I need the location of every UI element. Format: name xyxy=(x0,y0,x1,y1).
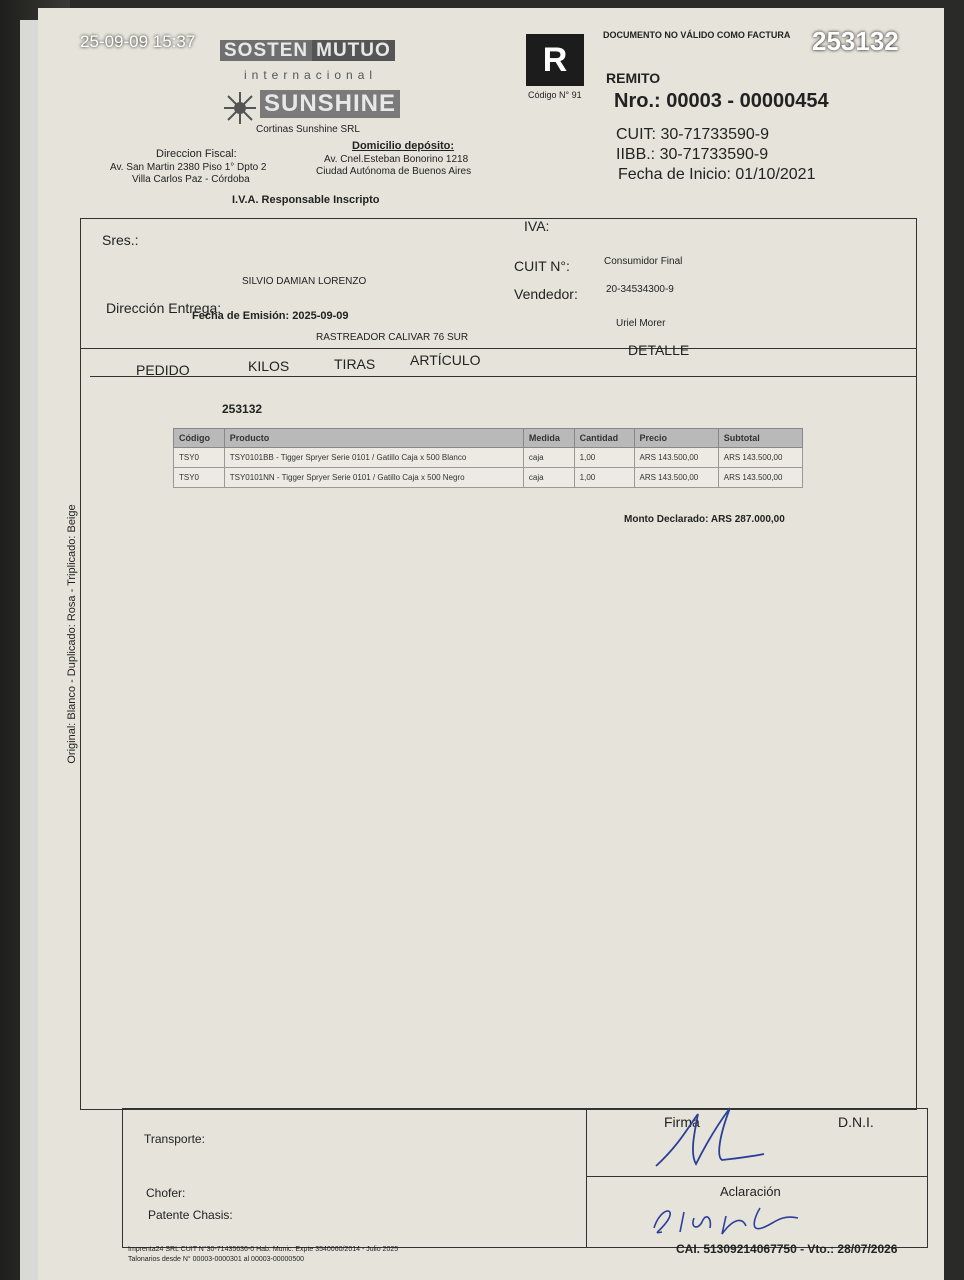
cell-precio: ARS 143.500,00 xyxy=(634,468,718,488)
firma-label: Firma xyxy=(664,1114,700,1130)
fiscal-line2: Villa Carlos Paz - Córdoba xyxy=(132,174,250,185)
footer-divider-h xyxy=(586,1176,927,1177)
doc-number: Nro.: 00003 - 00000454 xyxy=(614,90,829,112)
th-cantidad: Cantidad xyxy=(574,429,634,448)
cell-producto: TSY0101NN - Tigger Spryer Serie 0101 / Gatillo Caja x 500 Negro xyxy=(224,468,523,488)
th-medida: Medida xyxy=(523,429,574,448)
iva-condition: I.V.A. Responsable Inscripto xyxy=(232,194,380,206)
fiscal-line1: Av. San Martin 2380 Piso 1° Dpto 2 xyxy=(110,162,267,173)
delivery-address: RASTREADOR CALIVAR 76 SUR xyxy=(316,332,469,343)
chofer-label: Chofer: xyxy=(146,1186,186,1200)
cell-subtotal: ARS 143.500,00 xyxy=(718,468,802,488)
cuit-value: 20-34534300-9 xyxy=(606,284,674,295)
col-tiras: TIRAS xyxy=(334,356,376,372)
patente-label: Patente Chasis: xyxy=(148,1208,233,1222)
dni-label: D.N.I. xyxy=(838,1114,874,1130)
doc-code: Código N° 91 xyxy=(528,90,582,100)
seller-name: Uriel Morer xyxy=(616,318,666,329)
items-header-row xyxy=(174,429,803,448)
photo-timestamp: 25-09-09 15:37 xyxy=(80,32,196,51)
col-pedido: PEDIDO xyxy=(136,362,190,378)
declared-total: Monto Declarado: ARS 287.000,00 xyxy=(624,514,785,525)
printer-line1: Imprenta24 SRL CUIT N°30-71435636-0 Hab. Munic. Expte 3540060/2014 - Julio 2025 xyxy=(128,1246,399,1253)
brand-sunshine: SUNSHINE xyxy=(260,90,400,118)
fiscal-title: Direccion Fiscal: xyxy=(156,148,237,160)
company-logo xyxy=(220,40,395,62)
not-valid-notice: DOCUMENTO NO VÁLIDO COMO FACTURA xyxy=(603,30,791,40)
cuit-label: CUIT N°: xyxy=(514,258,570,274)
logo-mutuo: MUTUO xyxy=(312,40,395,61)
legal-name: Cortinas Sunshine SRL xyxy=(256,124,360,135)
th-precio: Precio xyxy=(634,429,718,448)
iva-label: IVA: xyxy=(524,218,550,234)
cell-medida: caja xyxy=(523,448,574,468)
emission-date: Fecha de Emisión: 2025-09-09 xyxy=(192,310,349,322)
divider-columns xyxy=(90,376,917,377)
logo-sosten: SOSTEN xyxy=(220,40,312,61)
cai-info: CAI. 51309214067750 - Vto.: 28/07/2026 xyxy=(676,1242,898,1256)
aclaracion-label: Aclaración xyxy=(720,1184,781,1199)
deposit-title: Domicilio depósito: xyxy=(352,140,455,152)
th-producto: Producto xyxy=(224,429,523,448)
transporte-label: Transporte: xyxy=(144,1132,205,1146)
col-articulo: ARTÍCULO xyxy=(410,352,481,368)
signature-firma xyxy=(650,1104,770,1174)
remito-document xyxy=(38,8,944,1280)
divider-customer xyxy=(80,348,917,349)
table-row xyxy=(174,468,803,488)
items-table xyxy=(173,428,803,488)
cell-producto: TSY0101BB - Tigger Spryer Serie 0101 / Gatillo Caja x 500 Blanco xyxy=(224,448,523,468)
cell-cantidad: 1,00 xyxy=(574,448,634,468)
cell-codigo: TSY0 xyxy=(174,448,225,468)
cell-codigo: TSY0 xyxy=(174,468,225,488)
cell-cantidad: 1,00 xyxy=(574,468,634,488)
table-row xyxy=(174,448,803,468)
th-subtotal: Subtotal xyxy=(718,429,802,448)
iva-value: Consumidor Final xyxy=(604,256,683,267)
doc-letter-box: R xyxy=(526,34,584,86)
doc-start-date: Fecha de Inicio: 01/10/2021 xyxy=(618,166,816,183)
deposit-line2: Ciudad Autónoma de Buenos Aires xyxy=(316,166,472,177)
deposit-line1: Av. Cnel.Esteban Bonorino 1218 xyxy=(324,154,469,165)
photo-reference: 253132 xyxy=(812,26,899,56)
printer-line2: Talonarios desde N° 00003-0000301 al 00003-00000500 xyxy=(128,1256,304,1263)
seller-label: Vendedor: xyxy=(514,286,578,302)
th-codigo: Código xyxy=(174,429,225,448)
address-label: Dirección Entrega: xyxy=(106,300,222,316)
footer-divider-v xyxy=(586,1108,587,1248)
order-ref: 253132 xyxy=(222,402,263,416)
col-kilos: KILOS xyxy=(248,358,290,374)
sres-label: Sres.: xyxy=(102,232,139,248)
cell-subtotal: ARS 143.500,00 xyxy=(718,448,802,468)
main-frame xyxy=(80,218,917,1110)
doc-type: REMITO xyxy=(606,70,661,86)
cell-precio: ARS 143.500,00 xyxy=(634,448,718,468)
logo-internacional: internacional xyxy=(244,68,378,82)
sun-icon xyxy=(222,90,258,131)
doc-iibb: IIBB.: 30-71733590-9 xyxy=(616,146,769,163)
customer-name: SILVIO DAMIAN LORENZO xyxy=(242,276,367,287)
signature-aclaracion xyxy=(650,1198,820,1238)
cell-medida: caja xyxy=(523,468,574,488)
doc-cuit: CUIT: 30-71733590-9 xyxy=(616,126,769,143)
copies-note: Original: Blanco - Duplicado: Rosa - Triplicado: Beige xyxy=(66,504,78,764)
col-detalle: DETALLE xyxy=(628,342,690,358)
